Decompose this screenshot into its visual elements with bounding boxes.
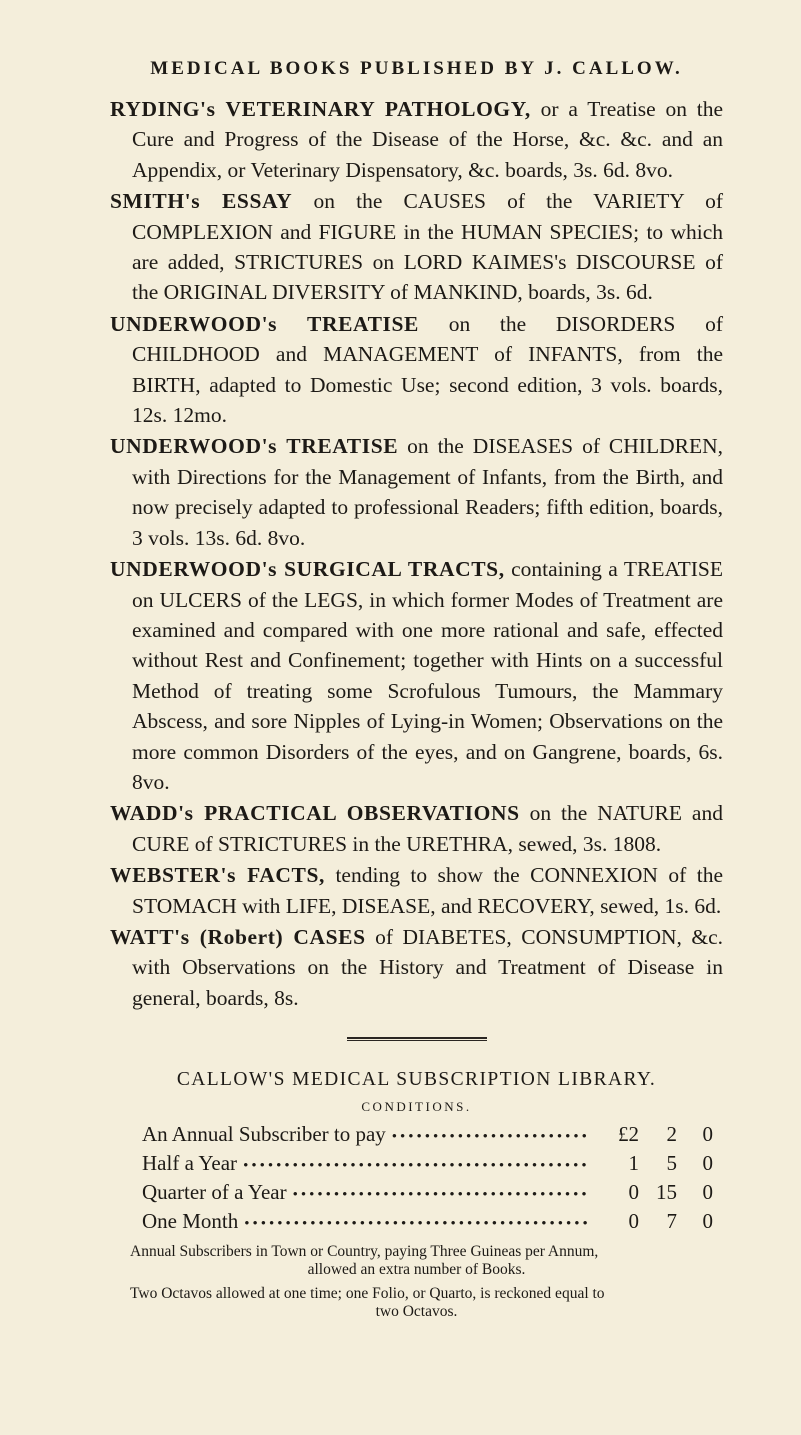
fee-row-quarter [142,1179,713,1208]
fee-label: Quarter of a Year [142,1180,287,1205]
note-line: Annual Subscribers in Town or Country, paying Three Guineas per Annum, [130,1243,599,1261]
fee-shillings: 2 [666,1122,677,1147]
entry-title: RYDING's VETERINARY PATHOLOGY, [110,97,531,121]
entry-text: on the NATURE and CURE of STRICTURES in the URETHRA, sewed, 3s. 1808. [132,801,723,856]
fee-pounds: 0 [628,1209,639,1234]
subscription-library [110,1069,723,1321]
entry-text: on the CAUSES of the VARIETY of COMPLEXION and FIGURE in the HUMAN SPECIES; to which are added, STRICTURES on LORD KAIMES's DISCOURSE of the ORIGINAL DIVERSITY of MANKIND, boards, 3s. 6d. [132,189,724,305]
entry-title: SMITH's ESSAY [110,189,293,214]
octavo-note [130,1285,723,1303]
fee-pence: 0 [702,1209,713,1234]
fee-amount [595,1208,713,1234]
entry-text: of DIABETES, CONSUMPTION, &c. with Observations on the History and Treatment of Disease in general, boards, 8s. [132,924,723,1010]
entry-text: on the DISEASES of CHILDREN, with Directions for the Management of Infants, from the Birth, and now precisely adapted to professional Readers; fifth edition, boards, 3 vols. 13s. 6d. 8vo. [132,434,723,550]
entry-text: on the DISORDERS of CHILDHOOD and MANAGEMENT of INFANTS, from the BIRTH, adapted to Domestic Use; second edition, 3 vols. boards, 12s. 12mo. [132,311,723,428]
entry-title: UNDERWOOD's TREATISE [110,311,419,336]
fee-shillings: 5 [666,1151,677,1176]
subscription-note [130,1243,723,1261]
fee-amount [595,1150,713,1176]
entry-title: WEBSTER's FACTS, [110,863,325,888]
book-entry-webster [110,860,723,921]
entry-title: WATT's (Robert) CASES [110,924,366,949]
leader-dots [244,1211,589,1237]
book-entry-smith [110,186,723,308]
section-divider [110,1037,723,1041]
fee-label: One Month [142,1209,239,1234]
book-entry-ryding [110,94,723,185]
book-entry-underwood-childhood [110,309,723,431]
note-line: two Octavos. [375,1303,458,1321]
fee-pounds: 1 [628,1151,639,1176]
fee-row-annual [142,1121,713,1150]
entry-text: or a Treatise on the Cure and Progress of the Disease of the Horse, &c. &c. and an Appendix, or Veterinary Dispensatory, &c. boards, 3s. 6d. 8vo. [132,97,724,182]
fee-label: An Annual Subscriber to pay [142,1122,386,1147]
book-entry-underwood-diseases [110,431,723,553]
note-line: allowed an extra number of Books. [307,1261,526,1279]
fee-shillings: 7 [666,1209,677,1234]
fee-label: Half a Year [142,1151,238,1176]
conditions-label: CONDITIONS. [361,1099,472,1115]
subscription-note-continued [110,1261,723,1279]
leader-dots [392,1124,589,1150]
fee-amount [595,1121,713,1147]
entry-title: WADD's PRACTICAL OBSERVATIONS [110,801,520,826]
book-entry-underwood-surgical [110,554,723,797]
divider-rule [347,1037,487,1041]
running-head: MEDICAL BOOKS PUBLISHED BY J. CALLOW. [150,58,683,79]
fee-pounds: £2 [618,1122,639,1147]
note-line: Two Octavos allowed at one time; one Folio, or Quarto, is reckoned equal to [130,1285,605,1303]
fee-pence: 0 [702,1180,713,1205]
octavo-note-continued [110,1303,723,1321]
library-title: CALLOW'S MEDICAL SUBSCRIPTION LIBRARY. [176,1069,657,1091]
fee-row-half-year [142,1150,713,1179]
fee-pence: 0 [702,1122,713,1147]
fee-row-month [142,1208,713,1237]
leader-dots [243,1153,589,1179]
leader-dots [293,1182,589,1208]
entry-title: UNDERWOOD's SURGICAL TRACTS, [110,557,505,582]
fee-amount [595,1179,713,1205]
advertisement-list [110,94,723,1013]
book-entry-wadd [110,798,723,859]
entry-text: containing a TREATISE on ULCERS of the LEGS, in which former Modes of Treatment are examined and compared with one more rational and safe, effected without Rest and Confinement; together with Hints on a successful Method of treating some Scrofulous Tumours, the Mammary Abscess, and sore Nipples of Lying-in Women; Observations on the more common Disorders of the eyes, and on Gangrene, boards, 6s. 8vo. [132,557,723,794]
fee-pounds: 0 [628,1180,639,1205]
entry-text: tending to show the CONNEXION of the STOMACH with LIFE, DISEASE, and RECOVERY, sewed, 1s. 6d. [132,863,723,918]
fee-pence: 0 [702,1151,713,1176]
book-entry-watt [110,922,723,1013]
entry-title: UNDERWOOD's TREATISE [110,434,399,459]
fee-shillings: 15 [656,1180,677,1205]
